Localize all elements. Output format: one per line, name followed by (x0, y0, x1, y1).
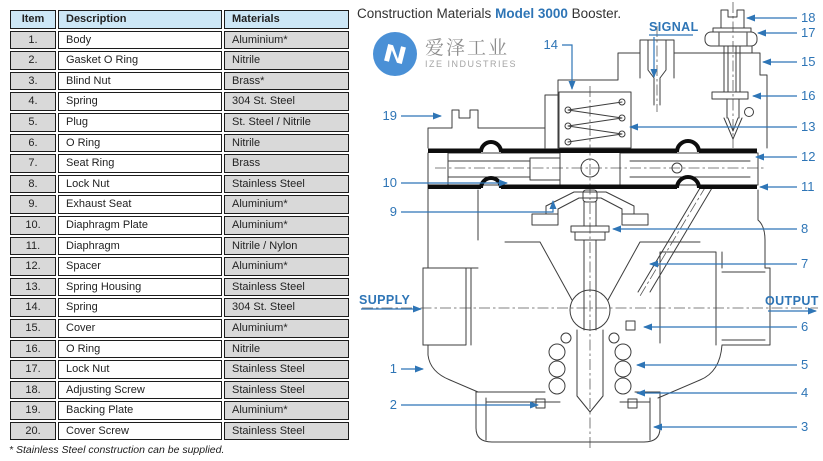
materials-cell: Aluminium* (224, 31, 349, 50)
materials-cell: Nitrile / Nylon (224, 237, 349, 256)
valve-line-art (423, 10, 770, 442)
callout-15: 15 (801, 54, 816, 69)
materials-cell: St. Steel / Nitrile (224, 113, 349, 132)
item-cell: 16. (10, 340, 56, 359)
callout-2: 2 (389, 397, 397, 412)
description-cell: Diaphragm (58, 237, 222, 256)
callout-6: 6 (801, 319, 809, 334)
description-cell: Cover Screw (58, 422, 222, 441)
centerlines (362, 2, 818, 448)
callout-4: 4 (801, 385, 809, 400)
callout-14: 14 (543, 37, 558, 52)
materials-cell: Stainless Steel (224, 175, 349, 194)
materials-cell: 304 St. Steel (224, 298, 349, 317)
materials-cell: 304 St. Steel (224, 92, 349, 111)
callout-16: 16 (801, 88, 816, 103)
description-cell: Cover (58, 319, 222, 338)
materials-cell: Aluminium* (224, 195, 349, 214)
callout-18: 18 (801, 10, 816, 25)
description-cell: Blind Nut (58, 72, 222, 91)
callout-13: 13 (801, 119, 816, 134)
table-footnote: * Stainless Steel construction can be supplied. (9, 444, 225, 457)
description-cell: Spring (58, 92, 222, 111)
col-header-materials: Materials (224, 10, 349, 29)
item-cell: 18. (10, 381, 56, 400)
item-cell: 2. (10, 51, 56, 70)
materials-cell: Aluminium* (224, 401, 349, 420)
logo-chinese-name: 爱泽工业 (425, 38, 510, 59)
item-cell: 14. (10, 298, 56, 317)
materials-cell: Nitrile (224, 340, 349, 359)
item-cell: 7. (10, 154, 56, 173)
description-cell: Diaphragm Plate (58, 216, 222, 235)
callout-5: 5 (801, 357, 809, 372)
title-suffix: Booster. (571, 6, 622, 21)
item-cell: 4. (10, 92, 56, 111)
callout-3: 3 (801, 419, 809, 434)
leader-line (562, 45, 572, 89)
materials-cell: Stainless Steel (224, 381, 349, 400)
description-cell: Seat Ring (58, 154, 222, 173)
materials-cell: Nitrile (224, 134, 349, 153)
materials-cell: Stainless Steel (224, 422, 349, 441)
item-cell: 20. (10, 422, 56, 441)
logo-english-name: IZE INDUSTRIES (425, 59, 518, 69)
callout-1: 1 (389, 361, 397, 376)
item-cell: 6. (10, 134, 56, 153)
description-cell: O Ring (58, 340, 222, 359)
item-cell: 1. (10, 31, 56, 50)
port-label-supply: SUPPLY (359, 293, 411, 307)
description-cell: Body (58, 31, 222, 50)
callout-11: 11 (801, 179, 815, 194)
item-cell: 9. (10, 195, 56, 214)
port-label-signal: SIGNAL (649, 20, 699, 34)
item-cell: 19. (10, 401, 56, 420)
description-cell: Gasket O Ring (58, 51, 222, 70)
callout-7: 7 (801, 256, 809, 271)
item-cell: 8. (10, 175, 56, 194)
description-cell: Spring (58, 298, 222, 317)
description-cell: Plug (58, 113, 222, 132)
materials-cell: Brass (224, 154, 349, 173)
item-cell: 15. (10, 319, 56, 338)
materials-cell: Aluminium* (224, 319, 349, 338)
callout-12: 12 (801, 149, 816, 164)
callout-19: 19 (382, 108, 397, 123)
title-prefix: Construction Materials (357, 6, 492, 21)
description-cell: Lock Nut (58, 360, 222, 379)
description-cell: O Ring (58, 134, 222, 153)
materials-cell: Aluminium* (224, 257, 349, 276)
leader-line (401, 201, 553, 212)
materials-cell: Aluminium* (224, 216, 349, 235)
item-cell: 13. (10, 278, 56, 297)
item-cell: 17. (10, 360, 56, 379)
title-model: Model 3000 (495, 6, 568, 21)
callout-17: 17 (801, 25, 816, 40)
item-cell: 5. (10, 113, 56, 132)
description-cell: Spacer (58, 257, 222, 276)
materials-cell: Stainless Steel (224, 360, 349, 379)
item-cell: 12. (10, 257, 56, 276)
description-cell: Backing Plate (58, 401, 222, 420)
callout-10: 10 (382, 175, 397, 190)
description-cell: Spring Housing (58, 278, 222, 297)
item-cell: 11. (10, 237, 56, 256)
description-cell: Adjusting Screw (58, 381, 222, 400)
col-header-item: Item (10, 10, 56, 29)
description-cell: Lock Nut (58, 175, 222, 194)
materials-cell: Brass* (224, 72, 349, 91)
col-header-description: Description (58, 10, 222, 29)
port-label-output: OUTPUT (765, 294, 819, 308)
callout-9: 9 (389, 204, 397, 219)
description-cell: Exhaust Seat (58, 195, 222, 214)
materials-cell: Nitrile (224, 51, 349, 70)
item-cell: 10. (10, 216, 56, 235)
callout-8: 8 (801, 221, 809, 236)
item-cell: 3. (10, 72, 56, 91)
materials-cell: Stainless Steel (224, 278, 349, 297)
